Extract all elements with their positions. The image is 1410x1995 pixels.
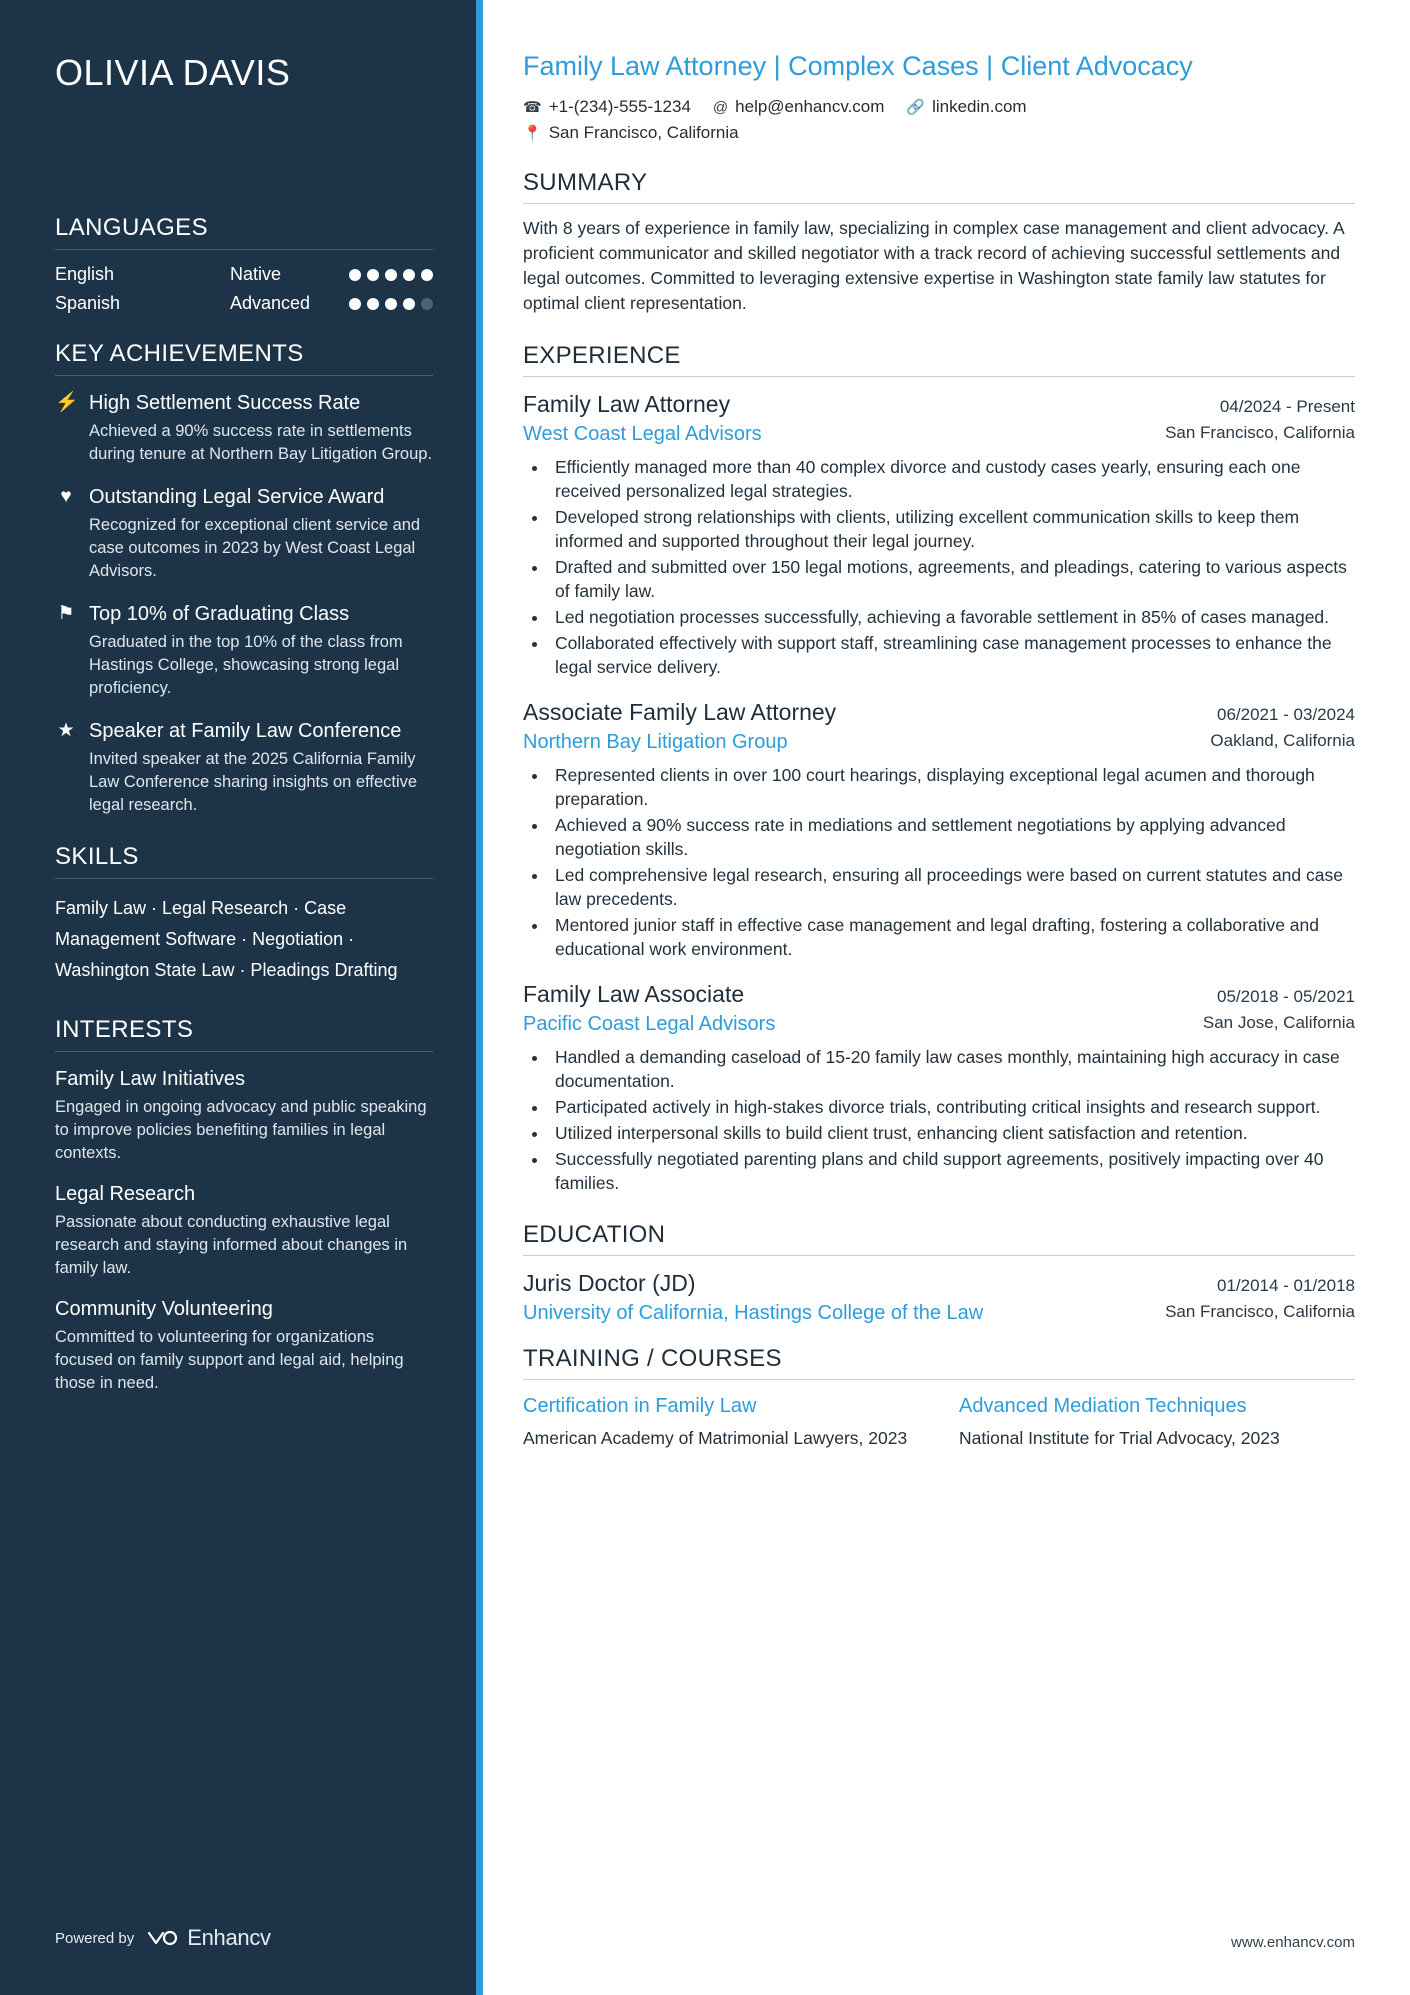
job-bullet: • Mentored junior staff in effective case management and legal drafting, fostering a collaborative and educational work environment. (549, 913, 1355, 961)
contact-info (523, 97, 1355, 117)
experience-entry (523, 389, 1355, 679)
rating-dot (421, 269, 433, 281)
job-location: San Francisco, California (1165, 423, 1355, 442)
enhancv-wordmark: Enhancv (187, 1925, 271, 1950)
job-bullet: • Led negotiation processes successfully, achieving a favorable settlement in 85% of cases managed. (549, 605, 1355, 629)
course-entry (959, 1392, 1355, 1450)
course-title[interactable]: Certification in Family Law (523, 1395, 757, 1417)
interest-description: Passionate about conducting exhaustive legal research and staying informed about changes in family law. (55, 1213, 408, 1277)
language-rating-dots (349, 298, 433, 310)
job-location: Oakland, California (1210, 731, 1355, 750)
interest-title: Family Law Initiatives (55, 1068, 246, 1090)
job-title: Family Law Attorney (523, 391, 731, 417)
achievement-title: Outstanding Legal Service Award (89, 486, 385, 508)
achievement-title: Speaker at Family Law Conference (89, 720, 402, 742)
achievement-item (55, 390, 433, 466)
degree-dates: 01/2014 - 01/2018 (1216, 1276, 1355, 1295)
candidate-name: OLIVIA DAVIS (55, 52, 291, 93)
location-pin-icon: 📍 (523, 125, 542, 142)
language-level: Native (230, 264, 282, 284)
main-content (483, 0, 1410, 1995)
achievement-item (55, 484, 433, 583)
achievement-description: Graduated in the top 10% of the class from Hastings College, showcasing strong legal proficiency. (89, 633, 403, 697)
job-bullet: • Collaborated effectively with support staff, streamlining case management processes to enhance the legal service delivery. (549, 631, 1355, 679)
job-title: Family Law Associate (523, 981, 745, 1007)
achievement-description: Invited speaker at the 2025 California Family Law Conference sharing insights on effective legal research. (89, 750, 418, 814)
section-training-courses (523, 1345, 1355, 1450)
rating-dot-empty (421, 298, 433, 310)
enhancv-mark-icon (146, 1928, 180, 1948)
sidebar (0, 0, 483, 1995)
degree-title: Juris Doctor (JD) (523, 1270, 696, 1296)
section-key-achievements (55, 340, 433, 817)
course-entry (523, 1392, 919, 1450)
contact-link[interactable] (906, 97, 1026, 117)
job-bullet: • Developed strong relationships with clients, utilizing excellent communication skills to keep them informed and supported throughout their legal journey. (549, 505, 1355, 553)
section-interests (55, 1016, 433, 1395)
courses-row (523, 1392, 1355, 1450)
achievement-item (55, 601, 433, 700)
rating-dot (367, 269, 379, 281)
course-title[interactable]: Advanced Mediation Techniques (959, 1395, 1247, 1417)
job-dates: 06/2021 - 03/2024 (1216, 705, 1355, 724)
job-company[interactable]: Pacific Coast Legal Advisors (523, 1013, 776, 1035)
job-bullet: • Handled a demanding caseload of 15-20 family law cases monthly, maintaining high accuracy in case documentation. (549, 1045, 1355, 1093)
experience-entry (523, 697, 1355, 961)
rating-dot (403, 269, 415, 281)
experience-entry (523, 979, 1355, 1195)
job-location: San Jose, California (1202, 1013, 1355, 1032)
phone-icon: ☎ (523, 99, 542, 116)
interest-title: Community Volunteering (55, 1298, 273, 1320)
powered-by-block (55, 1925, 271, 1951)
language-name: English (55, 264, 115, 284)
flag-icon: ⚑ (57, 603, 75, 624)
achievement-description: Recognized for exceptional client service and case outcomes in 2023 by West Coast Legal Advisors. (89, 516, 421, 580)
section-education (523, 1221, 1355, 1327)
language-level: Advanced (230, 293, 311, 313)
summary-heading: SUMMARY (523, 169, 1355, 204)
interest-item (55, 1296, 433, 1395)
job-title: Associate Family Law Attorney (523, 699, 837, 725)
interest-item (55, 1066, 433, 1165)
school-name[interactable]: University of California, Hastings College of the Law (523, 1302, 984, 1324)
interests-heading: INTERESTS (55, 1016, 433, 1052)
contact-phone-text: +1-(234)-555-1234 (548, 97, 691, 116)
contact-location-line (523, 123, 1355, 143)
languages-heading: LANGUAGES (55, 214, 433, 250)
contact-location (523, 123, 739, 143)
job-company[interactable]: West Coast Legal Advisors (523, 423, 762, 445)
course-provider: National Institute for Trial Advocacy, 2023 (959, 1428, 1280, 1448)
education-heading: EDUCATION (523, 1221, 1355, 1256)
enhancv-logo (146, 1925, 271, 1951)
contact-email-text: help@enhancv.com (735, 97, 885, 116)
training-heading: TRAINING / COURSES (523, 1345, 1355, 1380)
course-provider: American Academy of Matrimonial Lawyers, 2023 (523, 1428, 908, 1448)
language-name: Spanish (55, 293, 121, 313)
achievement-title: Top 10% of Graduating Class (89, 603, 350, 625)
skills-heading: SKILLS (55, 843, 433, 879)
section-languages (55, 214, 433, 314)
rating-dot (385, 298, 397, 310)
job-bullets (549, 1045, 1355, 1195)
contact-link-text: linkedin.com (932, 97, 1027, 116)
rating-dot (349, 298, 361, 310)
job-company[interactable]: Northern Bay Litigation Group (523, 731, 788, 753)
professional-headline: Family Law Attorney | Complex Cases | Client Advocacy (523, 51, 1193, 81)
contact-location-text: San Francisco, California (548, 123, 739, 142)
interest-description: Committed to volunteering for organizations focused on family support and legal aid, helping those in need. (55, 1328, 404, 1392)
job-bullet: • Successfully negotiated parenting plans and child support agreements, positively impacting over 40 families. (549, 1147, 1355, 1195)
job-dates: 05/2018 - 05/2021 (1216, 987, 1355, 1006)
experience-heading: EXPERIENCE (523, 342, 1355, 377)
job-bullet: • Efficiently managed more than 40 complex divorce and custody cases yearly, ensuring each one received personalized legal strategies. (549, 455, 1355, 503)
interest-title: Legal Research (55, 1183, 196, 1205)
language-row (55, 264, 433, 285)
achievement-description: Achieved a 90% success rate in settlements during tenure at Northern Bay Litigation Group. (89, 422, 433, 463)
job-bullet: • Participated actively in high-stakes divorce trials, contributing critical insights and research support. (549, 1095, 1355, 1119)
interest-item (55, 1181, 433, 1280)
rating-dot (367, 298, 379, 310)
star-icon: ★ (57, 720, 75, 741)
job-bullets (549, 455, 1355, 679)
school-location: San Francisco, California (1165, 1302, 1355, 1321)
job-dates: 04/2024 - Present (1219, 397, 1355, 416)
section-experience (523, 342, 1355, 1195)
email-icon: @ (712, 98, 729, 116)
job-bullets (549, 763, 1355, 961)
interest-description: Engaged in ongoing advocacy and public speaking to improve policies benefiting families in legal contexts. (55, 1098, 427, 1162)
heart-icon: ♥ (60, 486, 72, 507)
achievement-item (55, 718, 433, 817)
contact-email[interactable] (713, 97, 884, 117)
rating-dot (385, 269, 397, 281)
contact-phone[interactable] (523, 97, 691, 117)
footer-website-url: www.enhancv.com (1231, 1934, 1355, 1951)
section-summary (523, 169, 1355, 316)
rating-dot (349, 269, 361, 281)
job-bullet: • Drafted and submitted over 150 legal motions, agreements, and pleadings, catering to various aspects of family law. (549, 555, 1355, 603)
job-bullet: • Led comprehensive legal research, ensuring all proceedings were based on current statutes and case law precedents. (549, 863, 1355, 911)
powered-by-label: Powered by (55, 1929, 135, 1947)
achievements-heading: KEY ACHIEVEMENTS (55, 340, 433, 376)
summary-text: With 8 years of experience in family law, specializing in complex case management and client advocacy. A proficient communicator and skilled negotiator with a track record of achieving successful settlements and legal outcomes. Committed to leveraging extensive expertise in Washington state family law statutes for optimal client representation. (523, 218, 1344, 313)
skills-list: Family Law · Legal Research · Case Management Software · Negotiation · Washington State Law · Pleadings Drafting (55, 898, 398, 980)
job-bullet: • Achieved a 90% success rate in mediations and settlement negotiations by applying advanced negotiation skills. (549, 813, 1355, 861)
language-rating-dots (349, 269, 433, 281)
bolt-icon: ⚡ (55, 392, 79, 413)
education-entry (523, 1268, 1355, 1327)
link-icon: 🔗 (906, 99, 926, 116)
rating-dot (403, 298, 415, 310)
job-bullet: • Utilized interpersonal skills to build client trust, enhancing client satisfaction and retention. (549, 1121, 1355, 1145)
achievement-title: High Settlement Success Rate (89, 392, 361, 414)
language-row (55, 293, 433, 314)
section-skills (55, 843, 433, 986)
job-bullet: • Represented clients in over 100 court hearings, displaying exceptional legal acumen and thorough preparation. (549, 763, 1355, 811)
